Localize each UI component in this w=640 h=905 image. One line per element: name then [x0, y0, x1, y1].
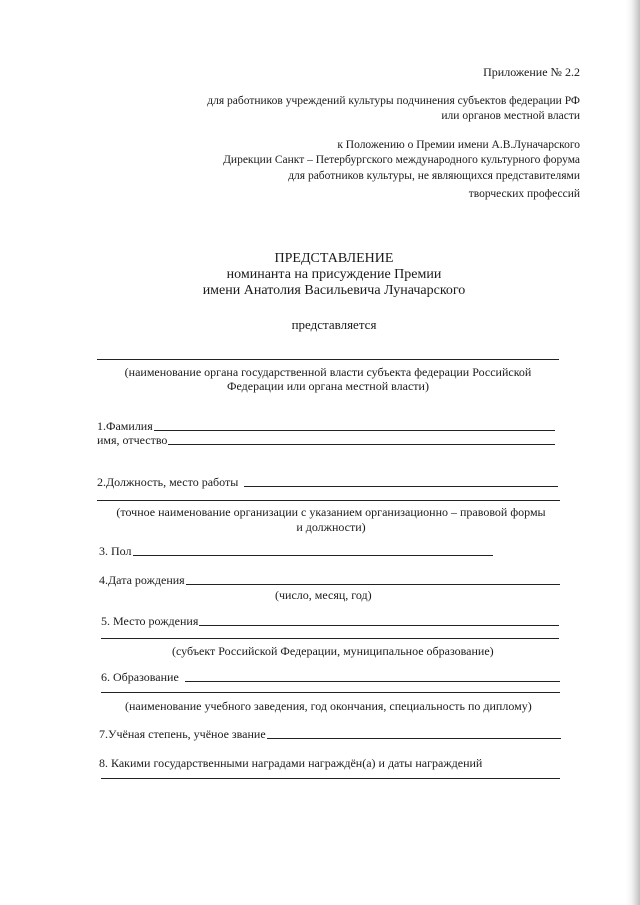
birth-place-field[interactable]: [101, 615, 559, 627]
gender-field[interactable]: [99, 545, 493, 557]
education-extra-line[interactable]: [101, 692, 560, 693]
position-hint-1: (точное наименование организации с указанием организационно – правовой формы: [116, 505, 546, 519]
degree-field[interactable]: [99, 728, 561, 740]
gender-label: 3. Пол: [99, 544, 132, 558]
document-title: ПРЕДСТАВЛЕНИЕ: [274, 251, 394, 266]
awards-label: 8. Какими государственными наградами награждён(а) и даты награждений: [99, 756, 483, 770]
title-subtitle-2: имени Анатолия Васильевича Луначарского: [202, 283, 466, 298]
header-line-5: для работников культуры, не являющихся представителями: [288, 170, 580, 182]
surname-field[interactable]: [97, 420, 555, 432]
name-patronymic-field[interactable]: [97, 434, 555, 446]
presented-by-label: представляется: [291, 317, 377, 332]
position-hint-2: и должности): [296, 520, 366, 534]
authority-hint-2: Федерации или органа местной власти): [227, 379, 429, 393]
authority-hint-1: (наименование органа государственной власти субъекта федерации Российской: [124, 365, 532, 379]
header-line-3: к Положению о Премии имени А.В.Луначарского: [337, 139, 580, 151]
name-patronymic-input-line[interactable]: [168, 443, 555, 445]
appendix-number: Приложение № 2.2: [483, 65, 580, 79]
birth-place-input-line[interactable]: [199, 624, 559, 626]
awards-input-line[interactable]: [101, 778, 560, 779]
education-hint: (наименование учебного заведения, год окончания, специальность по диплому): [125, 699, 532, 713]
birth-date-input-line[interactable]: [186, 583, 560, 585]
education-input-line[interactable]: [185, 680, 560, 682]
education-label: 6. Образование: [101, 670, 179, 684]
degree-input-line[interactable]: [267, 737, 561, 739]
gender-input-line[interactable]: [133, 554, 494, 556]
scan-edge-shadow: [626, 0, 640, 905]
birth-place-extra-line[interactable]: [101, 638, 559, 639]
education-field[interactable]: [101, 671, 560, 683]
title-subtitle-1: номинанта на присуждение Премии: [226, 267, 442, 282]
name-patronymic-label: имя, отчество: [97, 433, 168, 447]
birth-place-label: 5. Место рождения: [101, 614, 199, 628]
surname-input-line[interactable]: [154, 429, 555, 431]
header-line-6: творческих профессий: [468, 188, 580, 200]
header-line-1: для работников учреждений культуры подчинения субъектов федерации РФ: [207, 95, 580, 107]
birth-date-field[interactable]: [99, 574, 560, 586]
header-line-2: или органов местной власти: [441, 110, 580, 122]
birth-date-hint: (число, месяц, год): [275, 588, 372, 602]
surname-label: 1.Фамилия: [97, 419, 153, 433]
authority-name-line[interactable]: [97, 359, 559, 360]
position-input-line[interactable]: [244, 485, 558, 487]
birth-date-label: 4.Дата рождения: [99, 573, 185, 587]
position-extra-line[interactable]: [97, 500, 560, 501]
position-field[interactable]: [97, 476, 558, 488]
degree-label: 7.Учёная степень, учёное звание: [99, 727, 266, 741]
birth-place-hint: (субъект Российской Федерации, муниципальное образование): [172, 644, 494, 658]
position-label: 2.Должность, место работы: [97, 475, 239, 489]
header-line-4: Дирекции Санкт – Петербургского международного культурного форума: [223, 154, 580, 166]
